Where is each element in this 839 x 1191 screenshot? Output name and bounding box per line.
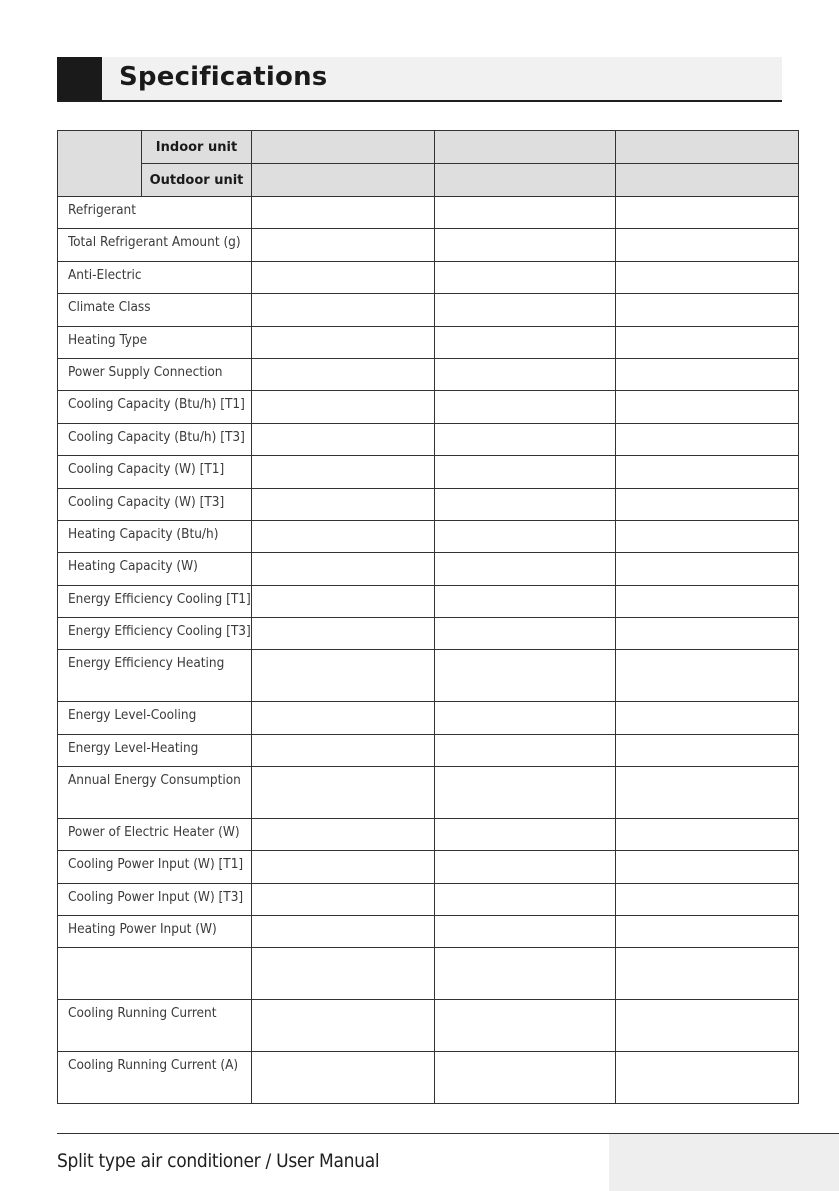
spec-label: Total Refrigerant Amount (g) [58,229,252,261]
table-row [58,488,799,520]
table-row [58,948,799,1000]
table-row [58,391,799,423]
spec-value-cell [435,326,616,358]
model-value-cell [616,131,799,164]
spec-value-cell [252,488,435,520]
spec-label: Cooling Power Input (W) [T1] [58,851,252,883]
spec-value-cell [252,553,435,585]
spec-value-cell [435,585,616,617]
table-row [58,261,799,293]
table-row [58,197,799,229]
page-title: Specifications [119,62,328,92]
spec-value-cell [616,553,799,585]
spec-value-cell [252,818,435,850]
spec-value-cell [616,818,799,850]
table-row [58,734,799,766]
spec-value-cell [252,650,435,702]
spec-value-cell [435,702,616,734]
spec-value-cell [616,197,799,229]
spec-value-cell [435,948,616,1000]
spec-value-cell [252,358,435,390]
spec-value-cell [616,585,799,617]
unit-header-row [58,131,799,164]
spec-label: Energy Level-Cooling [58,702,252,734]
spec-value-cell [252,229,435,261]
spec-label: Heating Capacity (W) [58,553,252,585]
table-row [58,883,799,915]
spec-label: Anti-Electric [58,261,252,293]
spec-value-cell [252,883,435,915]
table-row [58,553,799,585]
section-header [57,57,782,102]
table-row [58,358,799,390]
spec-value-cell [252,391,435,423]
page-number-box [609,1134,839,1191]
spec-label: Energy Level-Heating [58,734,252,766]
spec-value-cell [435,851,616,883]
spec-value-cell [252,948,435,1000]
model-value-cell [252,164,435,197]
footer-title: Split type air conditioner / User Manual [57,1150,380,1172]
spec-value-cell [435,456,616,488]
spec-label [58,948,252,1000]
spec-label: Heating Type [58,326,252,358]
spec-value-cell [616,261,799,293]
spec-label: Power of Electric Heater (W) [58,818,252,850]
spec-label: Energy Efficiency Cooling [T3] [58,618,252,650]
spec-value-cell [616,1000,799,1052]
spec-value-cell [252,767,435,819]
spec-label: Heating Power Input (W) [58,916,252,948]
unit-header-label: Outdoor unit [142,164,252,197]
spec-value-cell [252,702,435,734]
spec-value-cell [252,294,435,326]
spec-value-cell [435,358,616,390]
table-row [58,326,799,358]
spec-value-cell [616,883,799,915]
table-row [58,702,799,734]
specifications-table-body [58,131,799,1104]
spec-label: Refrigerant [58,197,252,229]
spec-value-cell [616,734,799,766]
spec-value-cell [252,585,435,617]
spec-value-cell [435,261,616,293]
spec-value-cell [616,520,799,552]
spec-value-cell [252,423,435,455]
spec-label: Cooling Running Current [58,1000,252,1052]
spec-value-cell [616,618,799,650]
spec-value-cell [435,767,616,819]
spec-value-cell [616,650,799,702]
spec-value-cell [616,948,799,1000]
spec-value-cell [616,488,799,520]
spec-value-cell [252,456,435,488]
spec-value-cell [616,358,799,390]
table-row [58,618,799,650]
spec-value-cell [252,618,435,650]
table-row [58,456,799,488]
spec-value-cell [435,618,616,650]
table-row [58,916,799,948]
spec-value-cell [435,488,616,520]
spec-value-cell [435,734,616,766]
spec-value-cell [252,734,435,766]
table-row [58,294,799,326]
spec-value-cell [616,423,799,455]
spec-label: Cooling Running Current (A) [58,1052,252,1104]
spec-value-cell [616,294,799,326]
spec-value-cell [616,1052,799,1104]
spec-label: Cooling Capacity (Btu/h) [T1] [58,391,252,423]
spec-value-cell [616,767,799,819]
spec-label: Energy Efficiency Cooling [T1] [58,585,252,617]
spec-value-cell [435,423,616,455]
spec-label: Cooling Capacity (W) [T3] [58,488,252,520]
spec-label: Power Supply Connection [58,358,252,390]
specifications-table [57,130,799,1104]
spec-label: Cooling Capacity (Btu/h) [T3] [58,423,252,455]
section-marker-block [57,57,102,100]
spec-value-cell [616,391,799,423]
table-row [58,1052,799,1104]
spec-value-cell [435,391,616,423]
table-row [58,851,799,883]
spec-value-cell [616,229,799,261]
model-value-cell [435,131,616,164]
spec-value-cell [435,883,616,915]
table-row [58,1000,799,1052]
spec-label: Heating Capacity (Btu/h) [58,520,252,552]
spec-value-cell [616,326,799,358]
spec-label: Energy Efficiency Heating [58,650,252,702]
model-value-cell [435,164,616,197]
table-row [58,650,799,702]
spec-value-cell [435,229,616,261]
spec-value-cell [435,197,616,229]
spec-value-cell [252,261,435,293]
spec-value-cell [252,1000,435,1052]
spec-value-cell [616,851,799,883]
model-value-cell [252,131,435,164]
spec-value-cell [252,916,435,948]
spec-value-cell [435,294,616,326]
table-row [58,520,799,552]
spec-value-cell [435,520,616,552]
spec-value-cell [252,520,435,552]
header-corner-cell [58,131,142,197]
table-row [58,423,799,455]
spec-value-cell [616,702,799,734]
spec-value-cell [435,1000,616,1052]
spec-value-cell [435,553,616,585]
model-value-cell [616,164,799,197]
spec-label: Climate Class [58,294,252,326]
table-row [58,818,799,850]
spec-label: Annual Energy Consumption [58,767,252,819]
spec-label: Cooling Capacity (W) [T1] [58,456,252,488]
spec-value-cell [616,456,799,488]
spec-value-cell [252,326,435,358]
spec-value-cell [435,1052,616,1104]
unit-header-row [58,164,799,197]
spec-value-cell [252,197,435,229]
spec-label: Cooling Power Input (W) [T3] [58,883,252,915]
spec-value-cell [616,916,799,948]
table-row [58,229,799,261]
table-row [58,767,799,819]
spec-value-cell [252,1052,435,1104]
spec-value-cell [435,818,616,850]
spec-value-cell [435,650,616,702]
spec-value-cell [435,916,616,948]
unit-header-label: Indoor unit [142,131,252,164]
spec-value-cell [252,851,435,883]
table-row [58,585,799,617]
